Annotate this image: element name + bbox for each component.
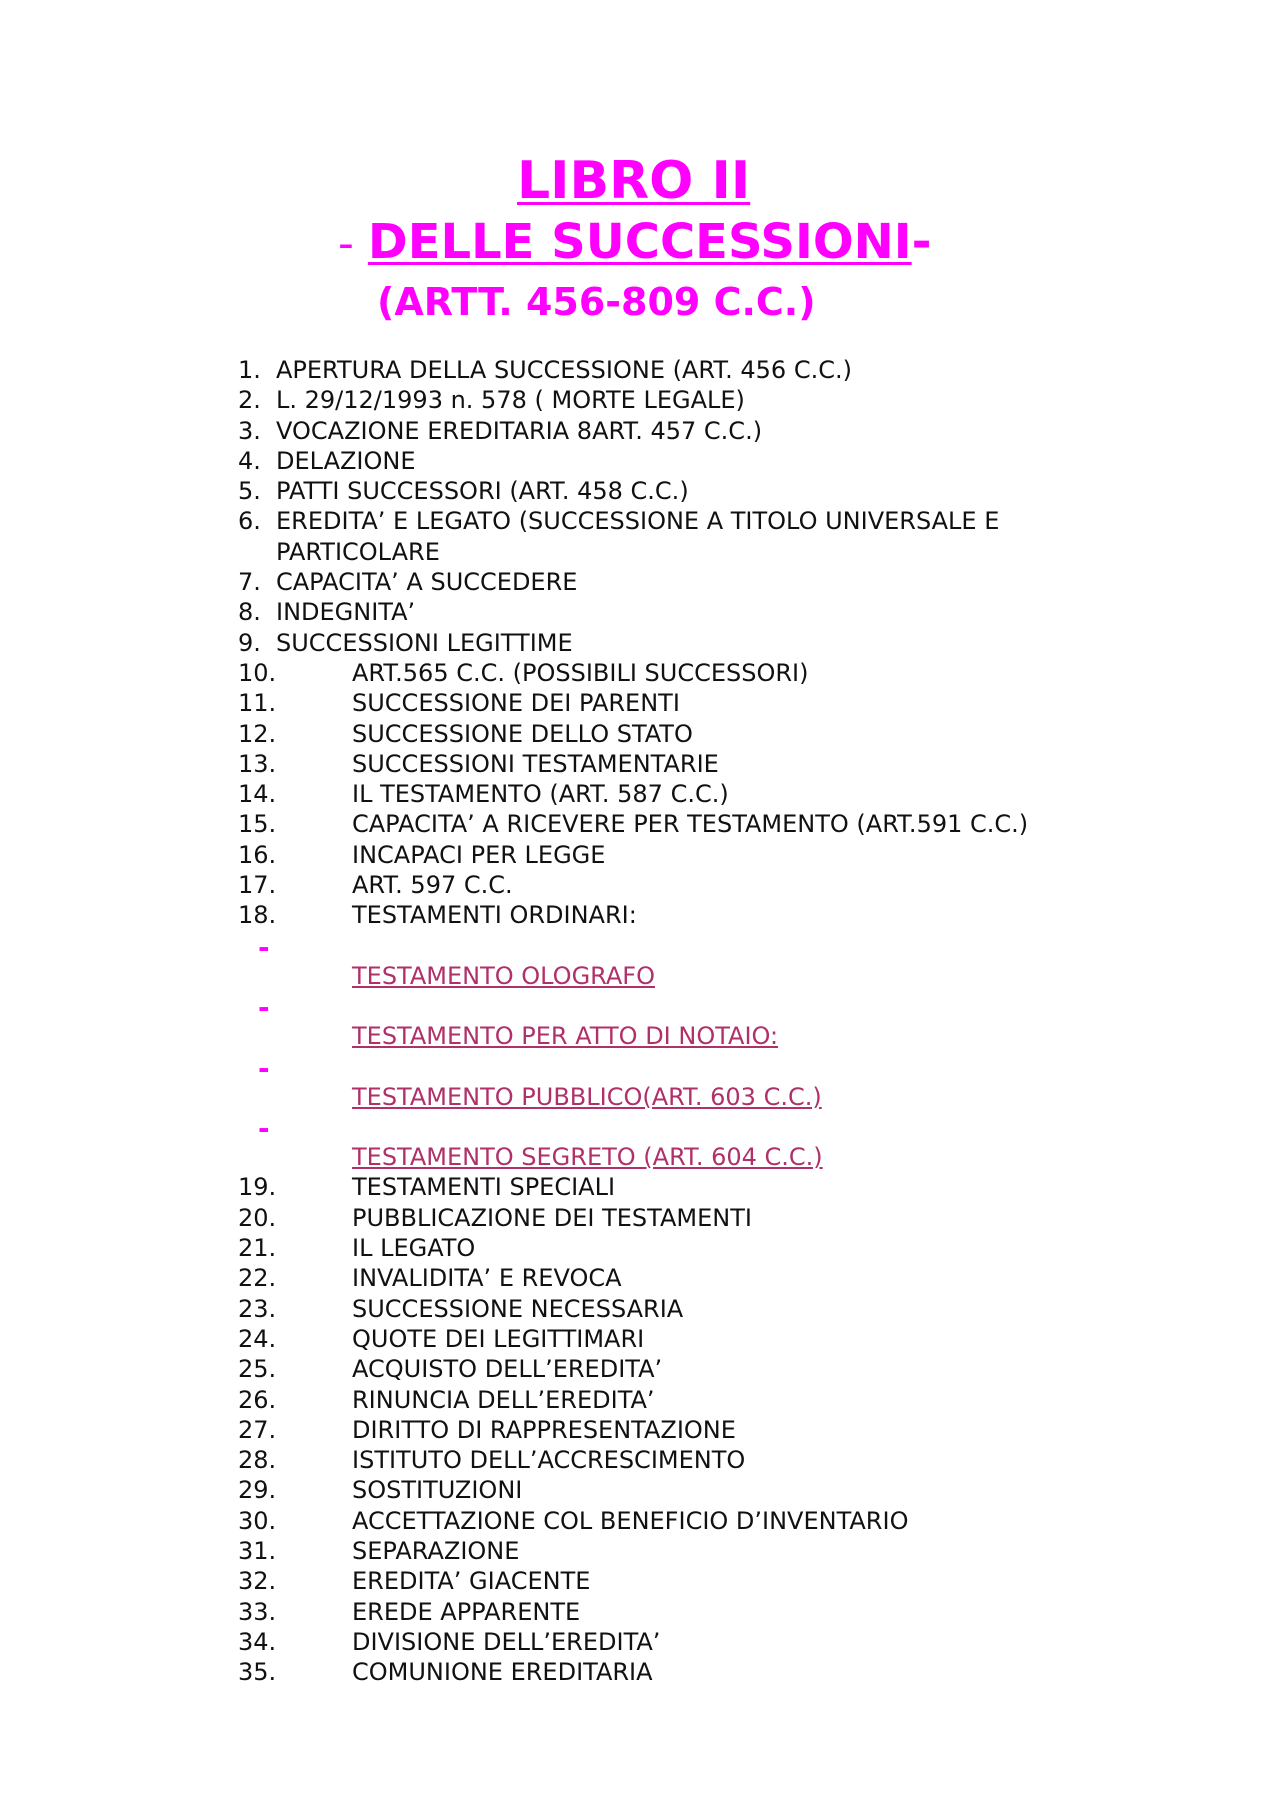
sub-list-item [0,931,1280,992]
list-item-number: 16. [238,840,277,869]
list-item-text: SUCCESSIONE NECESSARIA [352,1294,684,1323]
toc-subitems [0,931,1280,1173]
list-item-text: EREDITA’ GIACENTE [352,1567,591,1596]
list-item-number: 1. [238,356,261,384]
list-item-text: DIRITTO DI RAPPRESENTAZIONE [352,1415,736,1444]
list-item-text: IL LEGATO [352,1234,476,1263]
dash-bullet: - [258,1051,270,1085]
title-delle-successioni: DELLE SUCCESSIONI [367,214,912,270]
list-item-text: QUOTE DEI LEGITTIMARI [352,1324,645,1353]
list-item-number: 25. [238,1355,277,1384]
list-item [0,900,1280,930]
list-item [0,1536,1280,1566]
title-articles: (ARTT. 456-809 C.C.) [377,280,816,324]
list-item-text: SUCCESSIONI TESTAMENTARIE [352,749,719,778]
list-item-text: PARTICOLARE [276,537,440,566]
list-item [0,719,1280,749]
list-item-text: INCAPACI PER LEGGE [352,840,606,869]
list-item-number: 28. [238,1446,277,1475]
list-item-text: DELAZIONE [276,446,416,475]
sub-list-item-link[interactable]: TESTAMENTO OLOGRAFO [352,961,655,990]
list-item-number: 33. [238,1597,277,1626]
list-item-number: 11. [238,689,277,718]
list-item-text: TESTAMENTI ORDINARI: [352,901,637,930]
list-item [0,1324,1280,1354]
list-item-text: VOCAZIONE EREDITARIA 8ART. 457 C.C.) [276,416,763,445]
list-item-text: TESTAMENTI SPECIALI [352,1173,616,1202]
list-item [0,628,1280,658]
list-item-text: SOSTITUZIONI [352,1476,523,1505]
list-item-number: 21. [238,1234,277,1263]
list-item-number: 5. [238,477,261,506]
list-item [0,1172,1280,1202]
list-item-number: 34. [238,1627,277,1656]
list-item-number: 9. [238,628,261,657]
list-item-number: 30. [238,1506,277,1535]
list-item-text: SEPARAZIONE [352,1536,520,1565]
sub-list-item [0,1112,1280,1172]
title-dash: - [338,218,368,269]
list-item [0,1566,1280,1596]
list-item-text: PUBBLICAZIONE DEI TESTAMENTI [352,1203,752,1232]
list-item [0,476,1280,506]
sub-list-item-link[interactable]: TESTAMENTO PUBBLICO(ART. 603 C.C.) [352,1082,822,1111]
list-item [0,688,1280,718]
list-item-text: CAPACITA’ A SUCCEDERE [276,568,578,597]
list-item [0,416,1280,446]
toc-group-c [0,1172,1280,1687]
list-item [0,779,1280,809]
list-item-text: DIVISIONE DELL’EREDITA’ [352,1627,661,1656]
list-item [0,658,1280,688]
list-item-number: 19. [238,1173,277,1202]
sub-list-item [0,991,1280,1052]
list-item [0,1597,1280,1627]
list-item-number: 22. [238,1264,277,1293]
list-item [0,567,1280,597]
list-item-text: ACCETTAZIONE COL BENEFICIO D’INVENTARIO [352,1506,909,1535]
list-item-number: 7. [238,568,261,597]
list-item-text: EREDE APPARENTE [352,1597,581,1626]
list-item-number: 8. [238,598,261,627]
list-item [0,446,1280,476]
sub-list-item-link[interactable]: TESTAMENTO SEGRETO (ART. 604 C.C.) [352,1143,823,1172]
title-trailing-dash: - [911,214,932,270]
list-item-number: 24. [238,1324,277,1353]
title-libro: LIBRO II [517,151,751,211]
list-item-number: 13. [238,749,277,778]
list-item-number: 35. [238,1658,277,1687]
list-item [0,506,1280,536]
list-item-number: 23. [238,1294,277,1323]
sub-list-item [0,1052,1280,1113]
list-item-number: 12. [238,719,277,748]
list-item-number: 6. [238,507,261,536]
list-item [0,749,1280,779]
list-item-number: 29. [238,1476,277,1505]
list-item [0,1415,1280,1445]
list-item [0,840,1280,870]
list-item-number: 15. [238,810,277,839]
list-item-text: RINUNCIA DELL’EREDITA’ [352,1385,655,1414]
list-item-text: CAPACITA’ A RICEVERE PER TESTAMENTO (ART.591 C.C.) [352,810,1029,839]
list-item-text: INDEGNITA’ [276,598,416,627]
list-item [0,1385,1280,1415]
list-item-number: 17. [238,871,277,900]
list-item-text: ART.565 C.C. (POSSIBILI SUCCESSORI) [352,658,809,687]
list-item [0,1294,1280,1324]
dash-bullet: - [258,930,270,964]
list-item-text: COMUNIONE EREDITARIA [352,1658,653,1687]
list-item [0,870,1280,900]
list-item-number: 32. [238,1567,277,1596]
list-item-text: SUCCESSIONE DELLO STATO [352,719,693,748]
list-item-number: 18. [238,901,277,930]
toc-group-a [0,355,1280,658]
list-item-text: ISTITUTO DELL’ACCRESCIMENTO [352,1446,746,1475]
list-item [0,597,1280,627]
list-item [0,1233,1280,1263]
list-item [0,809,1280,839]
list-item [0,1506,1280,1536]
list-item-text: PATTI SUCCESSORI (ART. 458 C.C.) [276,477,689,506]
list-item-text: INVALIDITA’ E REVOCA [352,1264,622,1293]
list-item-number: 14. [238,780,277,809]
list-item-number: 3. [238,416,261,445]
list-item-text: EREDITA’ E LEGATO (SUCCESSIONE A TITOLO UNIVERSALE E [276,507,1000,536]
list-item-number: 20. [238,1203,277,1232]
list-item [0,1354,1280,1384]
list-item [0,1475,1280,1505]
toc-group-b [0,658,1280,931]
list-item [0,537,1280,567]
list-item-text: APERTURA DELLA SUCCESSIONE (ART. 456 C.C.) [276,356,852,384]
list-item-number: 26. [238,1385,277,1414]
list-item-number: 27. [238,1415,277,1444]
list-item-number: 10. [238,658,277,687]
list-item-number: 2. [238,386,261,415]
table-of-contents [0,355,1280,1687]
list-item-text: ART. 597 C.C. [352,871,513,900]
list-item-number: 31. [238,1536,277,1565]
dash-bullet: - [258,1112,270,1146]
list-item-number: 4. [238,446,261,475]
list-item-text: SUCCESSIONI LEGITTIME [276,628,573,657]
list-item [0,385,1280,415]
list-item [0,355,1280,385]
list-item-text: SUCCESSIONE DEI PARENTI [352,689,680,718]
list-item-text: L. 29/12/1993 n. 578 ( MORTE LEGALE) [276,386,745,415]
title-subtitle [338,214,932,272]
list-item [0,1263,1280,1293]
list-item [0,1657,1280,1687]
list-item [0,1445,1280,1475]
list-item-text: ACQUISTO DELL’EREDITA’ [352,1355,663,1384]
list-item [0,1627,1280,1657]
sub-list-item-link[interactable]: TESTAMENTO PER ATTO DI NOTAIO: [352,1022,779,1051]
list-item-text: IL TESTAMENTO (ART. 587 C.C.) [352,780,729,809]
dash-bullet: - [258,991,270,1025]
list-item [0,1203,1280,1233]
